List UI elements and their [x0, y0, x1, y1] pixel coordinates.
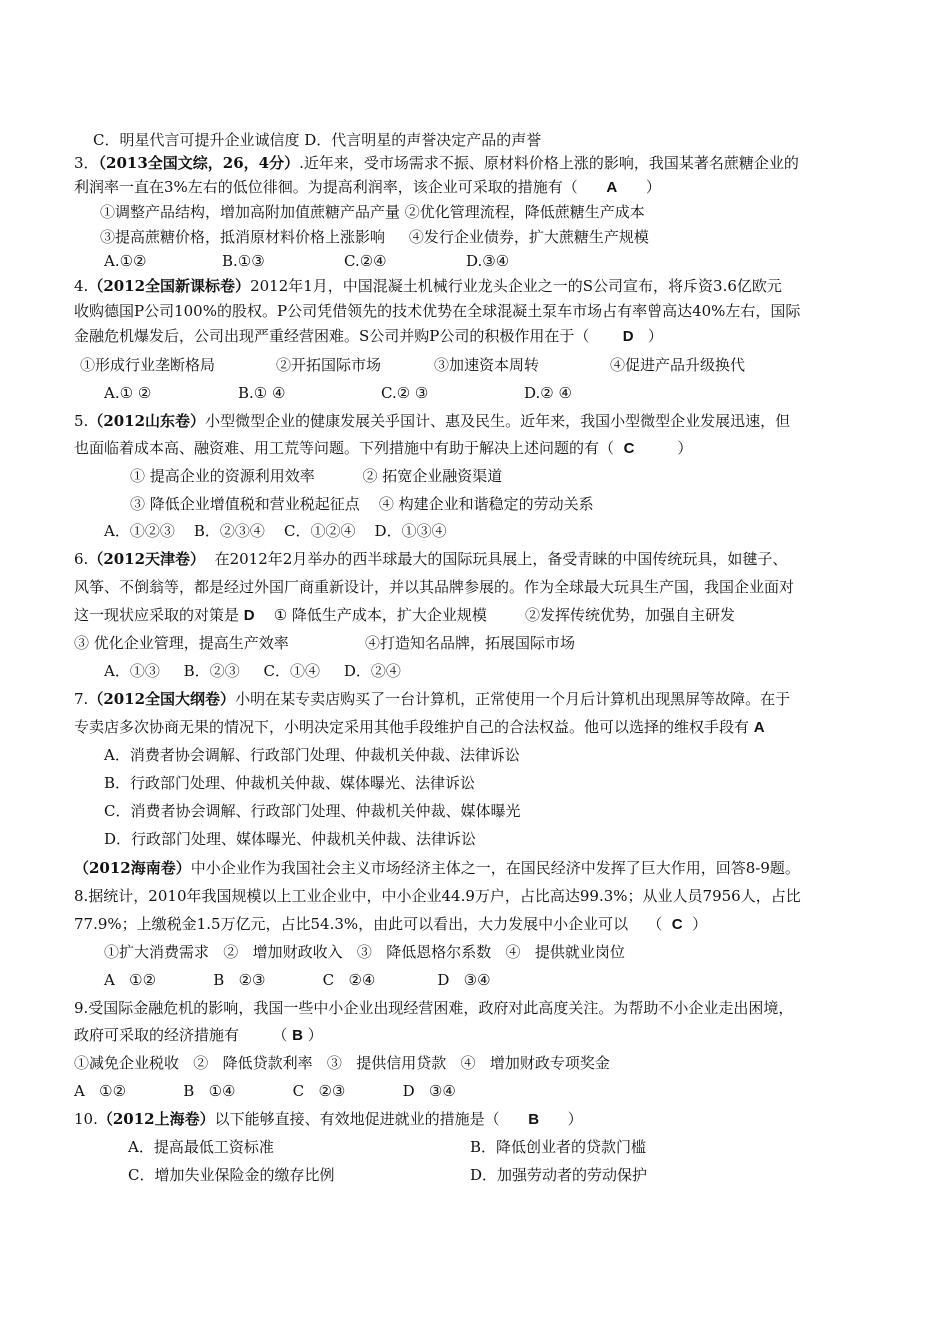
q3-option-a: A.①②: [104, 252, 147, 270]
q8-stem-text-2: 77.9%；上缴税金1.5万亿元，占比54.3%，由此可以看出，大力发展中小企业可以 （: [74, 915, 672, 933]
hainan-text: 中小企业作为我国社会主义市场经济主体之一，在国民经济中发挥了巨大作用，回答8-9题。: [190, 859, 800, 877]
q4-stem-text-3: 金融危机爆发后，公司出现严重经营困难。S公司并购P公司的积极作用在于（: [74, 327, 590, 345]
q4-stem-line-1: [74, 276, 782, 296]
q6-stem-line-2: 风筝、不倒翁等，都是经过外国厂商重新设计，并以其品牌参展的。作为全球最大玩具生产国，我国企业面对: [74, 578, 795, 596]
q6-answer: D: [243, 607, 255, 624]
q5-stem-line-1: [74, 411, 790, 431]
hainan-source: （2012海南卷）: [74, 859, 191, 877]
q9-options: A ①② B ①④ C ②③ D ③④: [74, 1082, 456, 1100]
q5-stem-line-2: [74, 438, 692, 459]
q7-option-b: B．行政部门处理、仲裁机关仲裁、媒体曝光、法律诉讼: [104, 774, 476, 792]
q3-statement-line-2: ③提高蔗糖价格，抵消原材料价格上涨影响 ④发行企业债券，扩大蔗糖生产规模: [100, 228, 649, 246]
q5-source: （2012山东卷）: [88, 412, 206, 430]
q8-paren-close: ）: [682, 915, 708, 933]
q9-statements: ①减免企业税收 ② 降低贷款利率 ③ 提供信用贷款 ④ 增加财政专项奖金: [74, 1054, 610, 1072]
q6-options: A．①③ B．②③ C．①④ D．②④: [104, 662, 401, 680]
q4-stem-line-3: [74, 326, 663, 347]
q7-stem-text: 小明在某专卖店购买了一台计算机，正常使用一个月后计算机出现黑屏等故障。在于: [235, 690, 791, 708]
q4-stem-text: 2012年1月，中国混凝土机械行业龙头企业之一的S公司宣布，将斥资3.6亿欧元: [250, 277, 782, 295]
q6-number: 6.: [74, 550, 89, 568]
q7-option-c: C．消费者协会调解、行政部门处理、仲裁机关仲裁、媒体曝光: [104, 802, 521, 820]
q7-stem-line-2: [74, 717, 765, 738]
q10-option-a: A．提高最低工资标准: [128, 1138, 274, 1156]
q6-stem-text-3: 这一现状应采取的对策是: [74, 606, 244, 624]
q10-number: 10.: [74, 1110, 98, 1128]
q6-stem-line-3: [74, 605, 735, 626]
q7-stem-text-2: 专卖店多次协商无果的情况下，小明决定采用其他手段维护自己的合法权益。他可以选择的维权手段有: [74, 718, 754, 736]
q10-stem: [74, 1109, 583, 1130]
q3-stem-line-2: [74, 177, 661, 198]
q8-statements: ①扩大消费需求 ② 增加财政收入 ③ 降低恩格尔系数 ④ 提供就业岗位: [104, 943, 625, 961]
q2-option-line: C．明星代言可提升企业诚信度 D．代言明星的声誉决定产品的声誉: [93, 131, 542, 149]
q9-answer: B: [292, 1027, 303, 1044]
q4-paren-close: ）: [647, 327, 663, 345]
hainan-intro: [74, 858, 800, 878]
q4-statement-2: ②开拓国际市场: [276, 356, 382, 374]
q3-option-b: B.①③: [222, 252, 265, 270]
q7-answer: A: [753, 719, 765, 736]
q7-number: 7.: [74, 690, 89, 708]
q10-option-b: B．降低创业者的贷款门槛: [470, 1138, 647, 1156]
q4-statement-3: ③加速资本周转: [434, 356, 540, 374]
q5-answer: C: [623, 440, 635, 457]
q3-stem-line-1: [74, 153, 799, 173]
q3-paren-close: ）: [645, 178, 661, 196]
q9-stem-line-2: [74, 1025, 323, 1046]
q10-stem-text: 以下能够直接、有效地促进就业的措施是（: [214, 1110, 529, 1128]
q7-stem-line-1: [74, 689, 790, 709]
q4-option-d: D.② ④: [524, 384, 572, 402]
q3-option-d: D.③④: [466, 252, 510, 270]
q7-option-d: D．行政部门处理、媒体曝光、仲裁机关仲裁、法律诉讼: [104, 830, 477, 848]
q6-statements-1: ① 降低生产成本，扩大企业规模 ②发挥传统优势，加强自主研发: [254, 606, 736, 624]
q8-answer: C: [671, 916, 683, 933]
q7-source: （2012全国大纲卷）: [88, 690, 236, 708]
q4-answer: D: [622, 328, 634, 345]
q3-answer: A: [606, 179, 618, 196]
q9-paren-close: ）: [303, 1026, 323, 1044]
q6-statements-line-2: ③ 优化企业管理，提高生产效率 ④打造知名品牌，拓展国际市场: [74, 634, 576, 652]
q3-option-c: C.②④: [344, 252, 387, 270]
q4-option-b: B.① ④: [238, 384, 286, 402]
q4-statement-4: ④促进产品升级换代: [610, 356, 746, 374]
q3-statement-line-1: ①调整产品结构，增加高附加值蔗糖产品产量 ②优化管理流程，降低蔗糖生产成本: [100, 203, 645, 221]
q5-stem-text-2: 也面临着成本高、融资难、用工荒等问题。下列措施中有助于解决上述问题的有（: [74, 439, 615, 457]
q10-source: （2012上海卷）: [97, 1110, 215, 1128]
q9-stem-text-2: 政府可采取的经济措施有 （: [74, 1026, 293, 1044]
q7-option-a: A．消费者协会调解、行政部门处理、仲裁机关仲裁、法律诉讼: [104, 746, 520, 764]
q8-options: A ①② B ②③ C ②④ D ③④: [104, 971, 491, 989]
q10-paren-close: ）: [539, 1110, 583, 1128]
q5-options: A．①②③ B．②③④ C．①②④ D．①③④: [104, 522, 447, 540]
q10-option-d: D．加强劳动者的劳动保护: [470, 1166, 648, 1184]
q3-number: 3．: [74, 154, 99, 172]
q4-stem-line-2: 收购德国P公司100%的股权。P公司凭借领先的技术优势在全球混凝土泵车市场占有率曾高达40%左右，国际: [74, 302, 801, 320]
q8-stem-line-1: 8.据统计，2010年我国规模以上工业企业中，中小企业44.9万户，占比高达99.3%；从业人员7956人，占比: [74, 887, 801, 905]
q5-number: 5.: [74, 412, 89, 430]
q6-source: （2012天津卷）: [88, 550, 206, 568]
q9-stem-line-1: 9.受国际金融危机的影响，我国一些中小企业出现经营困难，政府对此高度关注。为帮助不小企业走出困境，: [74, 999, 794, 1017]
q3-stem-text-2: 利润率一直在3%左右的低位徘徊。为提高利润率，该企业可采取的措施有（: [74, 178, 578, 196]
q4-number: 4.: [74, 277, 89, 295]
q4-option-c: C.② ③: [381, 384, 429, 402]
q4-statement-1: ①形成行业垄断格局: [80, 356, 216, 374]
q6-stem-text: 在2012年2月举办的西半球最大的国际玩具展上，备受青睐的中国传统玩具，如毽子、: [205, 550, 788, 568]
q6-stem-line-1: [74, 549, 787, 569]
q4-source: （2012全国新课标卷）: [88, 277, 251, 295]
q8-stem-line-2: [74, 914, 707, 935]
q5-statement-line-2: ③ 降低企业增值税和营业税起征点 ④ 构建企业和谐稳定的劳动关系: [130, 495, 594, 513]
q5-statement-line-1: ① 提高企业的资源利用效率 ② 拓宽企业融资渠道: [130, 467, 503, 485]
q5-stem-text: 小型微型企业的健康发展关乎国计、惠及民生。近年来，我国小型微型企业发展迅速，但: [205, 412, 791, 430]
q5-paren-close: ）: [677, 439, 693, 457]
q3-stem-text: .近年来，受市场需求不振、原材料价格上涨的影响，我国某著名蔗糖企业的: [299, 154, 799, 172]
q3-source: （2013全国文综，26，4分）: [98, 154, 300, 172]
q10-option-c: C．增加失业保险金的缴存比例: [128, 1166, 335, 1184]
q10-answer: B: [528, 1111, 540, 1128]
q4-option-a: A.① ②: [104, 384, 152, 402]
